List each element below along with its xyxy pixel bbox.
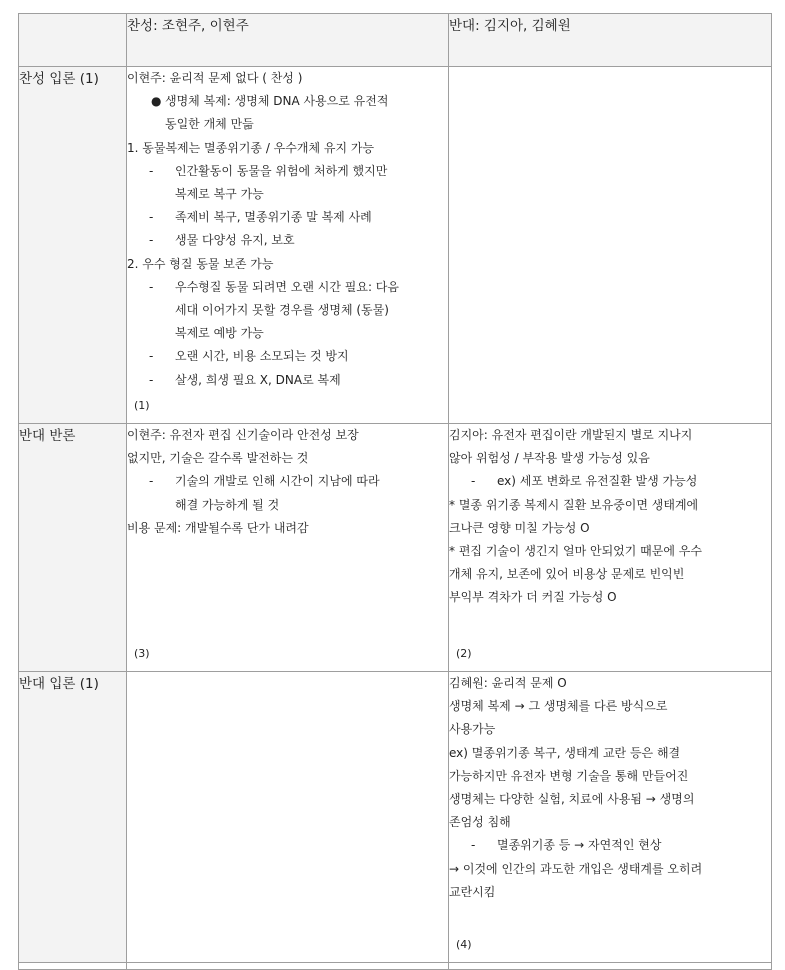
dash-icon: - [149,349,154,364]
dash-item [127,160,448,183]
pro-cell [127,67,449,424]
con-cell [449,67,772,424]
dash-icon: - [471,838,476,853]
dash-text: 세대 이어가지 못할 경우를 생명체 (동물) [175,303,389,318]
dash-item [127,206,448,229]
dash-continuation [127,183,448,206]
text-line: 없지만, 기술은 갈수록 발전하는 것 [127,451,309,466]
text-line: 이현주: 유전자 편집 신기술이라 안전성 보장 [127,428,359,442]
text-line: 교란시킴 [449,884,496,899]
dash-text: 복제로 복구 가능 [175,187,264,202]
text-line: * 편집 기술이 생긴지 얼마 안되었기 때문에 우수 [449,544,702,559]
dash-text: 인간활동이 동물을 위험에 처하게 했지만 [175,163,388,178]
dash-continuation [127,322,448,345]
text-line: ex) 멸종위기종 복구, 생태계 교란 등은 해결 [449,745,681,760]
dash-text: 멸종위기종 등 → 자연적인 현상 [497,838,662,853]
text-line: 않아 위험성 / 부작용 발생 가능성 있음 [449,451,650,466]
dash-item [127,276,448,299]
text-line: 김지아: 유전자 편집이란 개발된지 별로 지나지 [449,428,693,442]
text-line: * 멸종 위기종 복제시 질환 보유중이면 생태계에 [449,497,699,512]
dash-text: 복제로 예방 가능 [175,326,264,341]
dash-text: ex) 세포 변화로 유전질환 발생 가능성 [497,474,698,489]
text-line: 개체 유지, 보존에 있어 비용상 문제로 빈익빈 [449,567,685,582]
dash-continuation [127,494,448,517]
text-line: 부익부 격차가 더 커질 가능성 O [449,590,617,605]
dash-continuation [127,299,448,322]
text-line: 존엄성 침해 [449,815,511,830]
table-row [19,424,772,672]
text-line: 사용가능 [449,722,496,737]
header-row [19,14,772,67]
row-label: 찬성 입론 (1) [19,67,127,424]
dash-text: 족제비 복구, 멸종위기종 말 복제 사례 [175,210,372,225]
dash-icon: - [149,233,154,248]
pro-cell [127,672,449,963]
text-line: → 이것에 인간의 과도한 개입은 생태계를 오히려 [449,861,703,876]
row-label: 반대 반론 [19,424,127,672]
header-pro: 찬성: 조현주, 이현주 [127,14,449,67]
dash-item [449,834,771,857]
numbered-item: 2. 우수 형질 동물 보존 가능 [127,256,274,271]
table-row-partial [19,963,772,970]
bullet-icon: ● [151,94,162,109]
dash-item [127,470,448,493]
table-row [19,67,772,424]
text-line: 김혜원: 윤리적 문제 O [449,676,567,690]
table-row [19,672,772,963]
con-cell [449,424,772,672]
con-cell [449,672,772,963]
dash-icon: - [149,163,154,178]
numbered-item: 1. 동물복제는 멸종위기종 / 우수개체 유지 가능 [127,140,375,155]
bullet-item [127,90,448,113]
dash-text: 생물 다양성 유지, 보호 [175,233,295,248]
header-empty-cell [19,14,127,67]
pro-cell [127,424,449,672]
text-line: 생명체 복제 → 그 생명체를 다른 방식으로 [449,699,668,714]
cell-number: (1) [134,398,150,412]
cell-number: (3) [134,646,150,660]
dash-item [127,369,448,392]
dash-text: 기술의 개발로 인해 시간이 지남에 따라 [175,474,380,489]
dash-text: 오랜 시간, 비용 소모되는 것 방지 [175,349,349,364]
text-line: 가능하지만 유전자 변형 기술을 통해 만들어진 [449,768,689,783]
dash-item [127,345,448,368]
dash-item [449,470,771,493]
dash-text: 해결 가능하게 될 것 [175,497,280,512]
bullet-continuation [127,113,448,136]
dash-text: 살생, 희생 필요 X, DNA로 복제 [175,372,341,387]
cell-number: (4) [456,937,472,951]
bullet-text: 생명체 복제: 생명체 DNA 사용으로 유전적 [165,94,389,109]
dash-icon: - [149,474,154,489]
text-line: 생명체는 다양한 실험, 치료에 사용됨 → 생명의 [449,792,695,807]
header-con: 반대: 김지아, 김혜원 [449,14,772,67]
text-line: 비용 문제: 개발될수록 단가 내려감 [127,520,309,535]
dash-icon: - [149,210,154,225]
dash-text: 우수형질 동물 되려면 오랜 시간 필요: 다음 [175,279,399,294]
dash-icon: - [149,372,154,387]
dash-icon: - [149,279,154,294]
row-label: 반대 입론 (1) [19,672,127,963]
dash-icon: - [471,474,476,489]
debate-table [18,13,772,970]
cell-number: (2) [456,646,472,660]
text-line: 크나큰 영향 미칠 가능성 O [449,520,590,535]
text-line: 이현주: 윤리적 문제 없다 ( 찬성 ) [127,71,303,85]
dash-item [127,229,448,252]
bullet-text: 동일한 개체 만듦 [165,117,254,132]
